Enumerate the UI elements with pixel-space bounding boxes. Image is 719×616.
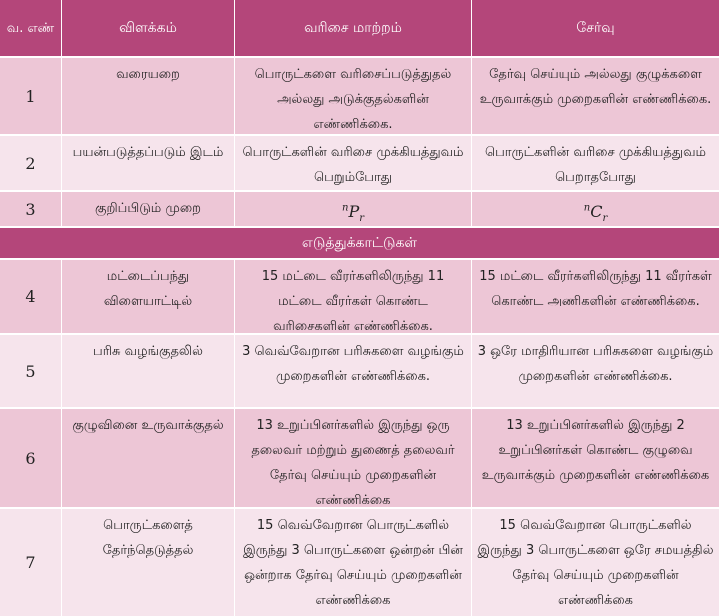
row-description: வரையறை (62, 58, 235, 134)
row-permutation: பொருட்களை வரிசைப்படுத்துதல் அல்லது அடுக்குதல்களின் எண்ணிக்கை. (235, 58, 472, 134)
table-row (0, 260, 719, 333)
table-row (0, 192, 719, 226)
row-permutation: 15 மட்டை வீரர்களிலிருந்து 11 மட்டை வீரர்கள் கொண்ட வரிசைகளின் எண்ணிக்கை. (235, 260, 472, 333)
examples-band (0, 228, 719, 258)
header-permutation: வரிசை மாற்றம் (235, 0, 472, 56)
table-row (0, 58, 719, 134)
table-row (0, 509, 719, 616)
row-combination: 15 வெவ்வேறான பொருட்களில் இருந்து 3 பொருட்களை ஒரே சமயத்தில் தேர்வு செய்யும் முறைகளின் எண்ணிக்கை (477, 518, 714, 608)
combination-notation: $^nC_r$ (583, 202, 608, 225)
row-permutation: 15 வெவ்வேறான பொருட்களில் இருந்து 3 பொருட்களை ஒன்றன் பின் ஒன்றாக தேர்வு செய்யும் முறைகளின் எண்ணிக்கை (235, 509, 472, 616)
table-row (0, 335, 719, 407)
permutation-notation: $^nP_r$ (235, 192, 472, 226)
row-number: 4 (0, 260, 62, 333)
row-permutation: பொருட்களின் வரிசை முக்கியத்துவம் பெறும்போது (235, 136, 472, 190)
table-row (0, 409, 719, 507)
table-row (0, 136, 719, 190)
row-description: மட்டைப்பந்து விளையாட்டில் (62, 260, 235, 333)
row-permutation: 3 வெவ்வேறான பரிசுகளை வழங்கும் முறைகளின் எண்ணிக்கை. (235, 335, 472, 407)
row-description: பயன்படுத்தப்படும் இடம் (62, 136, 235, 190)
row-description: பொருட்களைத் தேர்ந்தெடுத்தல் (62, 509, 235, 616)
row-number: 7 (0, 509, 62, 616)
row-combination: தேர்வு செய்யும் அல்லது குழுக்களை உருவாக்கும் முறைகளின் எண்ணிக்கை. (479, 67, 712, 107)
row-number: 2 (0, 136, 62, 190)
header-description: விளக்கம் (62, 0, 235, 56)
row-number: 6 (0, 409, 62, 507)
examples-title: எடுத்துக்காட்டுகள் (301, 235, 418, 251)
row-combination: 15 மட்டை வீரர்களிலிருந்து 11 வீரர்கள் கொண்ட அணிகளின் எண்ணிக்கை. (479, 269, 712, 309)
row-number: 1 (0, 58, 62, 134)
row-combination: 13 உறுப்பினர்களில் இருந்து 2 உறுப்பினர்கள் கொண்ட குழுவை உருவாக்கும் முறைகளின் எண்ணிக்கை (481, 418, 710, 483)
header-combination: சேர்வு (576, 19, 615, 36)
row-number: 3 (0, 192, 62, 226)
row-description: பரிசு வழங்குதலில் (62, 335, 235, 407)
row-permutation: 13 உறுப்பினர்களில் இருந்து ஒரு தலைவர் மற்றும் துணைத் தலைவர் தேர்வு செய்யும் முறைகளின் எண்ணிக்கை (235, 409, 472, 507)
row-combination: 3 ஒரே மாதிரியான பரிசுகளை வழங்கும் முறைகளின் எண்ணிக்கை. (477, 344, 714, 384)
row-number: 5 (0, 335, 62, 407)
header-number: வ. எண் (0, 0, 62, 56)
table-header (0, 0, 719, 56)
row-description: குறிப்பிடும் முறை (62, 192, 235, 226)
row-description: குழுவினை உருவாக்குதல் (62, 409, 235, 507)
row-combination: பொருட்களின் வரிசை முக்கியத்துவம் பெறாதபோது (484, 145, 707, 185)
